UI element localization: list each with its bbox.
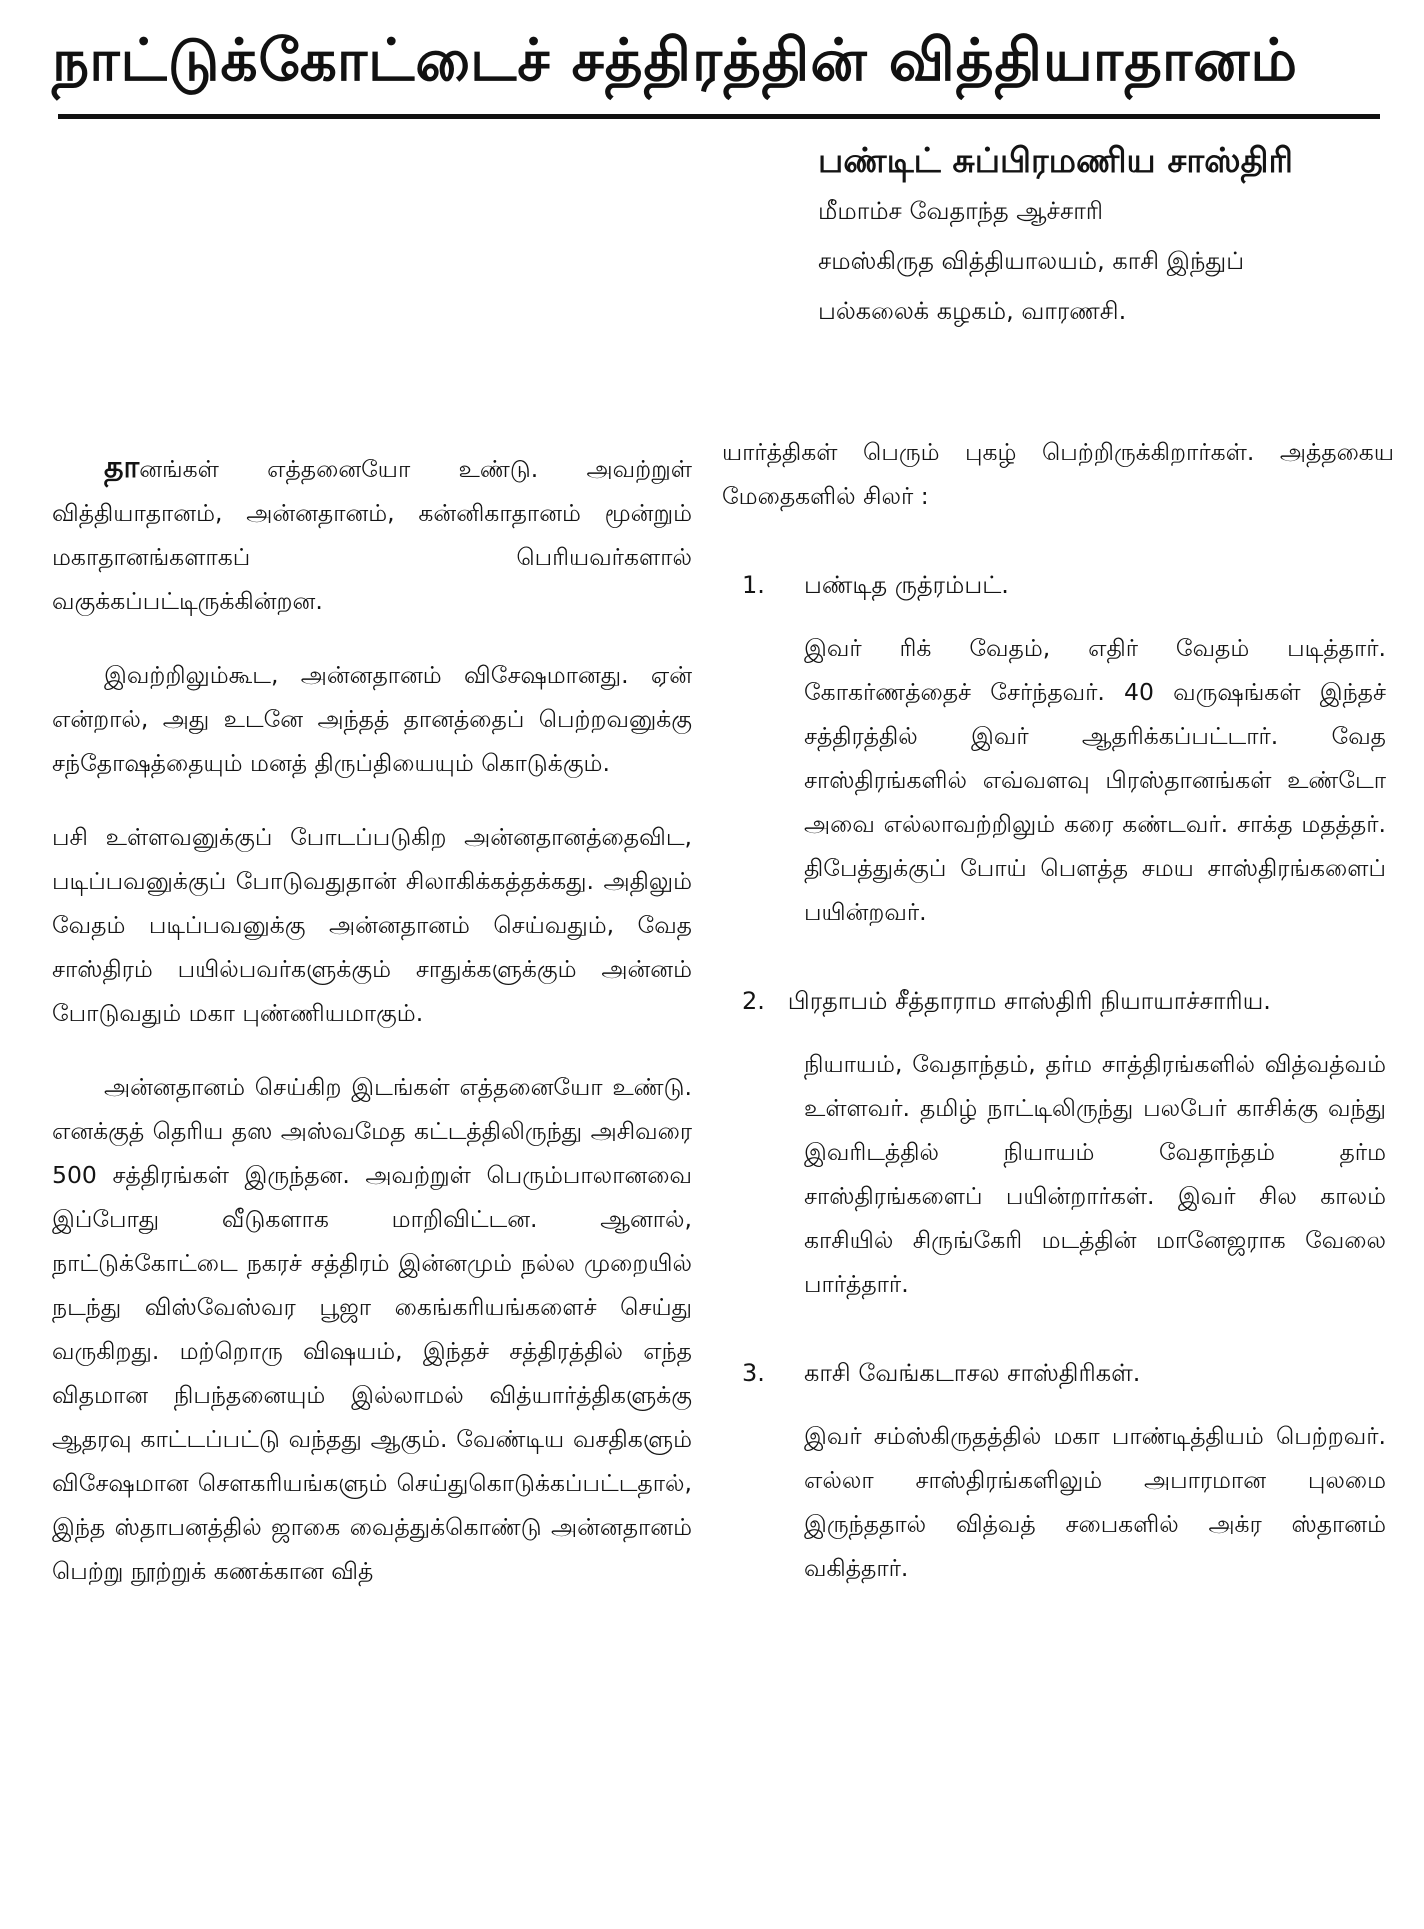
list-item-body	[722, 1414, 1394, 1590]
list-item-heading	[722, 562, 1394, 608]
list-number: 2.	[742, 987, 765, 1015]
paragraph: அன்னதானம் செய்கிற இடங்கள் எத்தனையோ உண்டு. எனக்குத் தெரிய தஸ அஸ்வமேத கட்டத்திலிருந்து அசிவரை 500 சத்திரங்கள் இருந்தன. அவற்றுள் பெரும்பாலானவை இப்போது வீடுகளாக மாறிவிட்டன. ஆனால், நாட்டுக்கோட்டை நகரச் சத்திரம் இன்னமும் நல்ல முறையில் நடந்து விஸ்வேஸ்வர பூஜா கைங்கரியங்களைச் செய்து வருகிறது. மற்றொரு விஷயம், இந்தச் சத்திரத்தில் எந்த விதமான நிபந்தனையும் இல்லாமல் வித்யார்த்திகளுக்கு ஆதரவு காட்டப்பட்டு வந்தது ஆகும். வேண்டிய வசதிகளும் விசேஷமான சௌகரியங்களும் செய்துகொடுக்கப்பட்டதால், இந்த ஸ்தாபனத்தில் ஜாகை வைத்துக்கொண்டு அன்னதானம் பெற்று நூற்றுக் கணக்கான வித்	[52, 1073, 692, 1585]
paragraph: நியாயம், வேதாந்தம், தர்ம சாத்திரங்களில் வித்வத்வம் உள்ளவர். தமிழ் நாட்டிலிருந்து பலபேர் காசிக்கு வந்து இவரிடத்தில் நியாயம் வேதாந்தம் தர்ம சாஸ்திரங்களைப் பயின்றார்கள். இவர் சில காலம் காசியில் சிருங்கேரி மடத்தின் மானேஜராக வேலை பார்த்தார்.	[804, 1050, 1386, 1298]
author-line: பல்கலைக் கழகம், வாரணசி.	[818, 297, 1127, 325]
list-item-body	[722, 1042, 1394, 1306]
paragraph: இவர் ரிக் வேதம், எதிர் வேதம் படித்தார். கோகர்ணத்தைச் சேர்ந்தவர். 40 வருஷங்கள் இந்தச் சத்திரத்தில் இவர் ஆதரிக்கப்பட்டார். வேத சாஸ்திரங்களில் எவ்வளவு பிரஸ்தானங்கள் உண்டோ அவை எல்லாவற்றிலும் கரை கண்டவர். சாக்த மதத்தர். திபேத்துக்குப் போய் பௌத்த சமய சாஸ்திரங்களைப் பயின்றவர்.	[804, 634, 1386, 926]
list-heading-text: பண்டித ருத்ரம்பட்.	[804, 571, 1009, 599]
right-column	[722, 430, 1394, 1590]
list-number: 1.	[742, 571, 765, 599]
author-line: சமஸ்கிருத வித்தியாலயம், காசி இந்துப்	[818, 247, 1245, 275]
paragraph: இவற்றிலும்கூட, அன்னதானம் விசேஷமானது. ஏன் என்றால், அது உடனே அந்தத் தானத்தைப் பெற்றவனுக்கு சந்தோஷத்தையும் மனத் திருப்தியையும் கொடுக்கும்.	[52, 661, 692, 777]
list-heading-text: காசி வேங்கடாசல சாஸ்திரிகள்.	[804, 1359, 1141, 1387]
title-rule	[58, 114, 1380, 119]
article-title: நாட்டுக்கோட்டைச் சத்திரத்தின் வித்தியாதானம்	[52, 26, 1299, 94]
left-column	[52, 446, 692, 1593]
paragraph: பசி உள்ளவனுக்குப் போடப்படுகிற அன்னதானத்தைவிட, படிப்பவனுக்குப் போடுவதுதான் சிலாகிக்கத்தக்கது. அதிலும் வேதம் படிப்பவனுக்கு அன்னதானம் செய்வதும், வேத சாஸ்திரம் பயில்பவர்களுக்கும் சாதுக்களுக்கும் அன்னம் போடுவதும் மகா புண்ணியமாகும்.	[52, 823, 692, 1027]
drop-cap: தா	[104, 450, 140, 485]
paragraph-text: னங்கள் எத்தனையோ உண்டு. அவற்றுள் வித்தியாதானம், அன்னதானம், கன்னிகாதானம் மூன்றும் மகாதானங்களாகப் பெரியவர்களால் வகுக்கப்பட்டிருக்கின்றன.	[52, 455, 692, 615]
list-number: 3.	[742, 1359, 765, 1387]
paragraph: இவர் சம்ஸ்கிருதத்தில் மகா பாண்டித்தியம் பெற்றவர். எல்லா சாஸ்திரங்களிலும் அபாரமான புலமை இருந்ததால் வித்வத் சபைகளில் அக்ர ஸ்தானம் வகித்தார்.	[804, 1422, 1386, 1582]
paragraph	[52, 446, 692, 623]
paragraph: யார்த்திகள் பெரும் புகழ் பெற்றிருக்கிறார்கள். அத்தகைய மேதைகளில் சிலர் :	[722, 438, 1394, 510]
list-item-heading	[722, 978, 1394, 1024]
author-name: பண்டிட் சுப்பிரமணிய சாஸ்திரி	[818, 141, 1293, 181]
list-item-heading	[722, 1350, 1394, 1396]
list-heading-text: பிரதாபம் சீத்தாராம சாஸ்திரி நியாயாச்சாரிய.	[787, 987, 1271, 1015]
author-block	[818, 136, 1408, 336]
author-line: மீமாம்ச வேதாந்த ஆச்சாரி	[818, 197, 1104, 225]
list-item-body	[722, 626, 1394, 934]
